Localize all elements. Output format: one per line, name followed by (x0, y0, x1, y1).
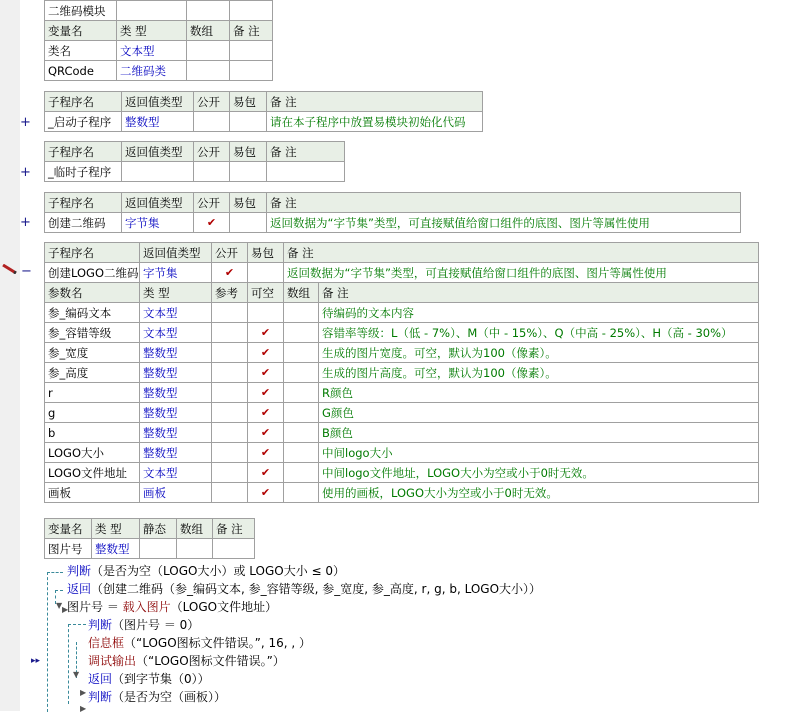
param-row[interactable] (45, 443, 759, 463)
table-row[interactable] (45, 539, 255, 559)
param-note[interactable]: R颜色 (319, 383, 759, 403)
param-nullable[interactable]: ✔ (248, 403, 284, 423)
sub-name[interactable]: _临时子程序 (45, 162, 122, 182)
param-nullable[interactable]: ✔ (248, 363, 284, 383)
sub-name[interactable]: _启动子程序 (45, 112, 122, 132)
param-array[interactable] (284, 323, 319, 343)
var-type[interactable]: 二维码类 (117, 61, 187, 81)
param-array[interactable] (284, 343, 319, 363)
arrow-right-icon: ▶ (80, 688, 87, 697)
check-icon[interactable]: ✔ (194, 213, 230, 233)
collapse-icon[interactable]: − (21, 264, 32, 279)
param-array[interactable] (284, 363, 319, 383)
param-nullable[interactable]: ✔ (248, 443, 284, 463)
param-name[interactable]: 参_容错等级 (45, 323, 140, 343)
table-header: 子程序名 返回值类型 公开 易包 备 注 (45, 92, 483, 112)
param-ref[interactable] (212, 423, 248, 443)
arrow-right-icon: ▶ (80, 704, 87, 713)
table-row[interactable] (45, 61, 273, 81)
code-line[interactable]: 调试输出（“LOGO图标文件错误。”） (88, 654, 285, 668)
module-title-row (45, 1, 273, 21)
var-type[interactable]: 整数型 (92, 539, 140, 559)
param-array[interactable] (284, 443, 319, 463)
table-header: 子程序名 返回值类型 公开 易包 备 注 (45, 193, 741, 213)
sub-table-create-qr (44, 192, 741, 233)
expand-icon[interactable]: + (20, 115, 31, 130)
param-name[interactable]: 参_宽度 (45, 343, 140, 363)
param-array[interactable] (284, 423, 319, 443)
param-note[interactable]: 中间logo文件地址，LOGO大小为空或小于0时无效。 (319, 463, 759, 483)
param-row[interactable] (45, 363, 759, 383)
param-row[interactable] (45, 483, 759, 503)
param-ref[interactable] (212, 483, 248, 503)
param-row[interactable] (45, 343, 759, 363)
flow-guide (68, 624, 86, 625)
check-icon[interactable]: ✔ (212, 263, 248, 283)
sub-note[interactable]: 返回数据为“字节集”类型，可直接赋值给窗口组件的底图、图片等属性使用 (284, 263, 759, 283)
param-array[interactable] (284, 303, 319, 323)
sub-note[interactable] (267, 162, 345, 182)
param-name[interactable]: 参_高度 (45, 363, 140, 383)
param-nullable[interactable]: ✔ (248, 463, 284, 483)
param-row[interactable] (45, 383, 759, 403)
param-ref[interactable] (212, 323, 248, 343)
flow-guide (47, 572, 48, 712)
param-type[interactable]: 文本型 (140, 303, 212, 323)
table-header: 子程序名 返回值类型 公开 易包 备 注 (45, 142, 345, 162)
sub-name[interactable]: 创建二维码 (45, 213, 122, 233)
code-line[interactable]: 图片号 ＝ 载入图片（LOGO文件地址） (67, 600, 278, 614)
sub-note[interactable]: 返回数据为“字节集”类型，可直接赋值给窗口组件的底图、图片等属性使用 (267, 213, 741, 233)
module-var-table (44, 0, 273, 81)
param-note[interactable]: G颜色 (319, 403, 759, 423)
param-nullable[interactable]: ✔ (248, 423, 284, 443)
param-ref[interactable] (212, 443, 248, 463)
param-type[interactable]: 画板 (140, 483, 212, 503)
param-note[interactable]: 生成的图片宽度。可空，默认为100（像素）。 (319, 343, 759, 363)
table-row[interactable] (45, 41, 273, 61)
edit-pencil-icon (2, 264, 17, 274)
sub-note[interactable]: 请在本子程序中放置易模块初始化代码 (267, 112, 483, 132)
param-row[interactable] (45, 303, 759, 323)
code-line[interactable]: 判断（图片号 ＝ 0） (88, 618, 200, 632)
table-row[interactable] (45, 112, 483, 132)
param-row[interactable] (45, 463, 759, 483)
param-type[interactable]: 整数型 (140, 403, 212, 423)
var-name[interactable]: QRCode (45, 61, 117, 81)
param-note[interactable]: 待编码的文本内容 (319, 303, 759, 323)
arrow-right-icon: ▶ (62, 605, 69, 614)
arrow-down-icon: ▼ (73, 670, 80, 679)
param-row[interactable] (45, 403, 759, 423)
table-row[interactable] (45, 213, 741, 233)
param-type[interactable]: 整数型 (140, 343, 212, 363)
code-line[interactable]: 返回（到字节集（0）） (88, 672, 210, 686)
param-note[interactable]: 生成的图片高度。可空，默认为100（像素）。 (319, 363, 759, 383)
param-note[interactable]: 使用的画板，LOGO大小为空或小于0时无效。 (319, 483, 759, 503)
table-header: 子程序名 返回值类型 公开 易包 备 注 (45, 243, 759, 263)
breakpoint-marker-icon[interactable]: ▸▸ (31, 656, 41, 666)
expand-icon[interactable]: + (20, 215, 31, 230)
param-row[interactable] (45, 323, 759, 343)
param-nullable[interactable]: ✔ (248, 483, 284, 503)
param-array[interactable] (284, 463, 319, 483)
sub-return-type[interactable]: 整数型 (122, 112, 194, 132)
arrow-down-icon: ▼ (56, 601, 63, 610)
param-ref[interactable] (212, 343, 248, 363)
param-name[interactable]: LOGO文件地址 (45, 463, 140, 483)
param-type[interactable]: 文本型 (140, 323, 212, 343)
param-nullable[interactable]: ✔ (248, 383, 284, 403)
code-line[interactable]: 判断（是否为空（LOGO大小）或 LOGO大小 ≤ 0） (67, 564, 346, 578)
param-ref[interactable] (212, 463, 248, 483)
sub-return-type[interactable]: 字节集 (122, 213, 194, 233)
param-array[interactable] (284, 383, 319, 403)
var-name[interactable]: 图片号 (45, 539, 92, 559)
param-note[interactable]: 中间logo大小 (319, 443, 759, 463)
table-header: 变量名 类 型 静态 数组 备 注 (45, 519, 255, 539)
param-type[interactable]: 整数型 (140, 363, 212, 383)
param-name[interactable]: 参_编码文本 (45, 303, 140, 323)
param-name[interactable]: LOGO大小 (45, 443, 140, 463)
param-type[interactable]: 整数型 (140, 383, 212, 403)
sub-return-type[interactable]: 字节集 (140, 263, 212, 283)
param-type[interactable]: 文本型 (140, 463, 212, 483)
param-name[interactable]: 画板 (45, 483, 140, 503)
code-line[interactable]: 信息框（“LOGO图标文件错误。”, 16, , ） (88, 636, 312, 650)
var-type[interactable]: 文本型 (117, 41, 187, 61)
param-row[interactable] (45, 423, 759, 443)
param-array[interactable] (284, 403, 319, 423)
local-var-table (44, 518, 255, 559)
param-ref[interactable] (212, 403, 248, 423)
param-header: 参数名 类 型 参考 可空 数组 备 注 (45, 283, 759, 303)
table-row[interactable] (45, 263, 759, 283)
sub-name[interactable]: 创建LOGO二维码 (45, 263, 140, 283)
flow-guide (68, 624, 69, 704)
param-type[interactable]: 整数型 (140, 423, 212, 443)
table-row[interactable] (45, 162, 345, 182)
var-name[interactable]: 类名 (45, 41, 117, 61)
sub-table-startup (44, 91, 483, 132)
param-ref[interactable] (212, 303, 248, 323)
table-header: 变量名 类 型 数组 备 注 (45, 21, 273, 41)
code-line[interactable]: 判断（是否为空（画板）） (88, 690, 227, 704)
param-name[interactable]: g (45, 403, 140, 423)
param-note[interactable]: B颜色 (319, 423, 759, 443)
expand-icon[interactable]: + (20, 165, 31, 180)
param-nullable[interactable]: ✔ (248, 323, 284, 343)
sub-table-create-logo-qr (44, 242, 759, 503)
param-type[interactable]: 整数型 (140, 443, 212, 463)
param-nullable[interactable]: ✔ (248, 343, 284, 363)
code-line[interactable]: 返回（创建二维码（参_编码文本, 参_容错等级, 参_宽度, 参_高度, r, g, b, LOGO大小）） (67, 582, 542, 596)
param-array[interactable] (284, 483, 319, 503)
param-name[interactable]: b (45, 423, 140, 443)
sub-table-temp (44, 141, 345, 182)
editor-gutter (0, 0, 20, 711)
flow-guide (47, 572, 63, 573)
param-ref[interactable] (212, 383, 248, 403)
param-note[interactable]: 容错率等级：L（低 - 7%）、M（中 - 15%）、Q（中高 - 25%）、H（高 - 30%） (319, 323, 759, 343)
sub-return-type[interactable] (122, 162, 194, 182)
param-ref[interactable] (212, 363, 248, 383)
flow-guide (55, 590, 63, 591)
param-nullable[interactable] (248, 303, 284, 323)
module-title[interactable]: 二维码模块 (45, 1, 117, 21)
param-name[interactable]: r (45, 383, 140, 403)
